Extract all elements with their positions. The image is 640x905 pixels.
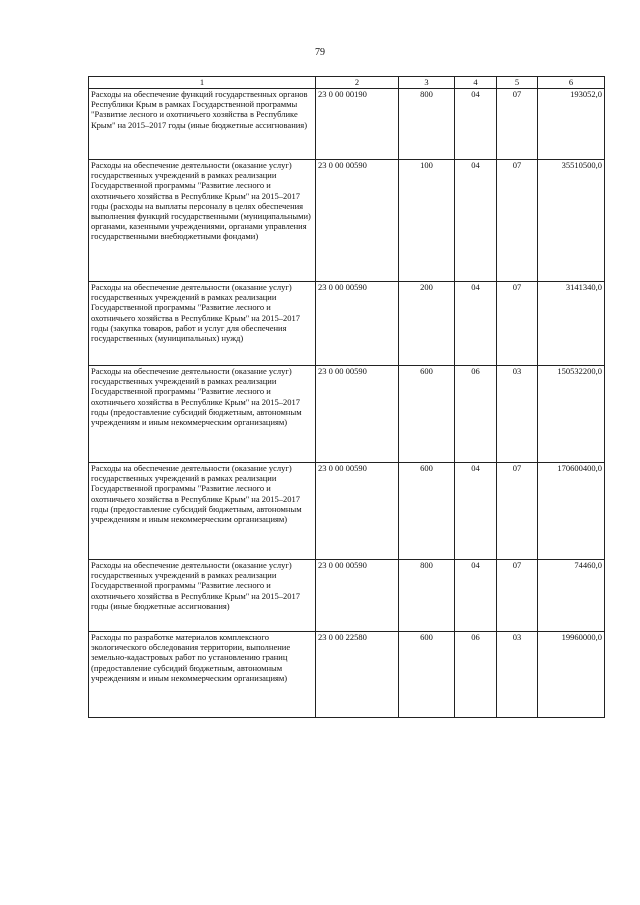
row-amount: 150532200,0	[538, 366, 605, 463]
row-amount: 74460,0	[538, 560, 605, 632]
row-expense-type: 600	[399, 632, 455, 718]
row-subsection: 03	[497, 366, 538, 463]
row-target-code: 23 0 00 00190	[316, 89, 399, 160]
header-row	[89, 77, 605, 89]
row-expense-type: 100	[399, 160, 455, 282]
row-description: Расходы на обеспечение деятельности (оказание услуг) государственных учреждений в рамках реализации Государственной программы "Развитие лесного и охотничьего хозяйства в Республике Крым" на 2015–2017 годы (иные бюджетные ассигнования)	[89, 560, 316, 632]
row-target-code: 23 0 00 00590	[316, 282, 399, 366]
table-row	[89, 463, 605, 560]
row-section: 04	[455, 89, 497, 160]
row-target-code: 23 0 00 22580	[316, 632, 399, 718]
row-target-code: 23 0 00 00590	[316, 160, 399, 282]
row-amount: 170600400,0	[538, 463, 605, 560]
row-target-code: 23 0 00 00590	[316, 463, 399, 560]
row-section: 04	[455, 463, 497, 560]
row-section: 04	[455, 560, 497, 632]
row-subsection: 03	[497, 632, 538, 718]
row-expense-type: 800	[399, 560, 455, 632]
row-description: Расходы на обеспечение деятельности (оказание услуг) государственных учреждений в рамках реализации Государственной программы "Развитие лесного и охотничьего хозяйства в Республике Крым" на 2015–2017 годы (расходы на выплаты персоналу в целях обеспечения выполнения функций государственными (муниципальными) органами, казенными учреждениями, органами управления государственными внебюджетными фондами)	[89, 160, 316, 282]
table-row	[89, 160, 605, 282]
row-amount: 3141340,0	[538, 282, 605, 366]
row-description: Расходы по разработке материалов комплексного экологического обследования территории, выполнение земельно-кадастровых работ по установлению границ (предоставление субсидий бюджетным, автономным учреждениям и иным некоммерческим организациям)	[89, 632, 316, 718]
row-amount: 19960000,0	[538, 632, 605, 718]
table-row	[89, 632, 605, 718]
budget-table	[88, 76, 605, 718]
row-target-code: 23 0 00 00590	[316, 560, 399, 632]
row-section: 04	[455, 282, 497, 366]
row-subsection: 07	[497, 160, 538, 282]
row-description: Расходы на обеспечение деятельности (оказание услуг) государственных учреждений в рамках реализации Государственной программы "Развитие лесного и охотничьего хозяйства в Республике Крым" на 2015–2017 годы (закупка товаров, работ и услуг для обеспечения государственных (муниципальных) нужд)	[89, 282, 316, 366]
table-row	[89, 89, 605, 160]
table-row	[89, 282, 605, 366]
row-section: 06	[455, 632, 497, 718]
row-description: Расходы на обеспечение деятельности (оказание услуг) государственных учреждений в рамках реализации Государственной программы "Развитие лесного и охотничьего хозяйства в Республике Крым" на 2015–2017 годы (предоставление субсидий бюджетным, автономным учреждениям и иным некоммерческим организациям)	[89, 366, 316, 463]
row-section: 04	[455, 160, 497, 282]
row-section: 06	[455, 366, 497, 463]
row-subsection: 07	[497, 463, 538, 560]
row-expense-type: 600	[399, 463, 455, 560]
row-subsection: 07	[497, 560, 538, 632]
row-amount: 193052,0	[538, 89, 605, 160]
table-row	[89, 560, 605, 632]
table-row	[89, 366, 605, 463]
header-col-5: 5	[497, 77, 538, 89]
header-col-1: 1	[89, 77, 316, 89]
header-col-6: 6	[538, 77, 605, 89]
row-description: Расходы на обеспечение функций государственных органов Республики Крым в рамках Государственной программы "Развитие лесного и охотничьего хозяйства в Республике Крым" на 2015–2017 годы (иные бюджетные ассигнования)	[89, 89, 316, 160]
header-col-3: 3	[399, 77, 455, 89]
row-description: Расходы на обеспечение деятельности (оказание услуг) государственных учреждений в рамках реализации Государственной программы "Развитие лесного и охотничьего хозяйства в Республике Крым" на 2015–2017 годы (предоставление субсидий бюджетным, автономным учреждениям и иным некоммерческим организациям)	[89, 463, 316, 560]
row-expense-type: 600	[399, 366, 455, 463]
row-target-code: 23 0 00 00590	[316, 366, 399, 463]
row-expense-type: 800	[399, 89, 455, 160]
row-subsection: 07	[497, 89, 538, 160]
header-col-2: 2	[316, 77, 399, 89]
page-number: 79	[315, 47, 325, 58]
row-expense-type: 200	[399, 282, 455, 366]
header-col-4: 4	[455, 77, 497, 89]
row-amount: 35510500,0	[538, 160, 605, 282]
row-subsection: 07	[497, 282, 538, 366]
